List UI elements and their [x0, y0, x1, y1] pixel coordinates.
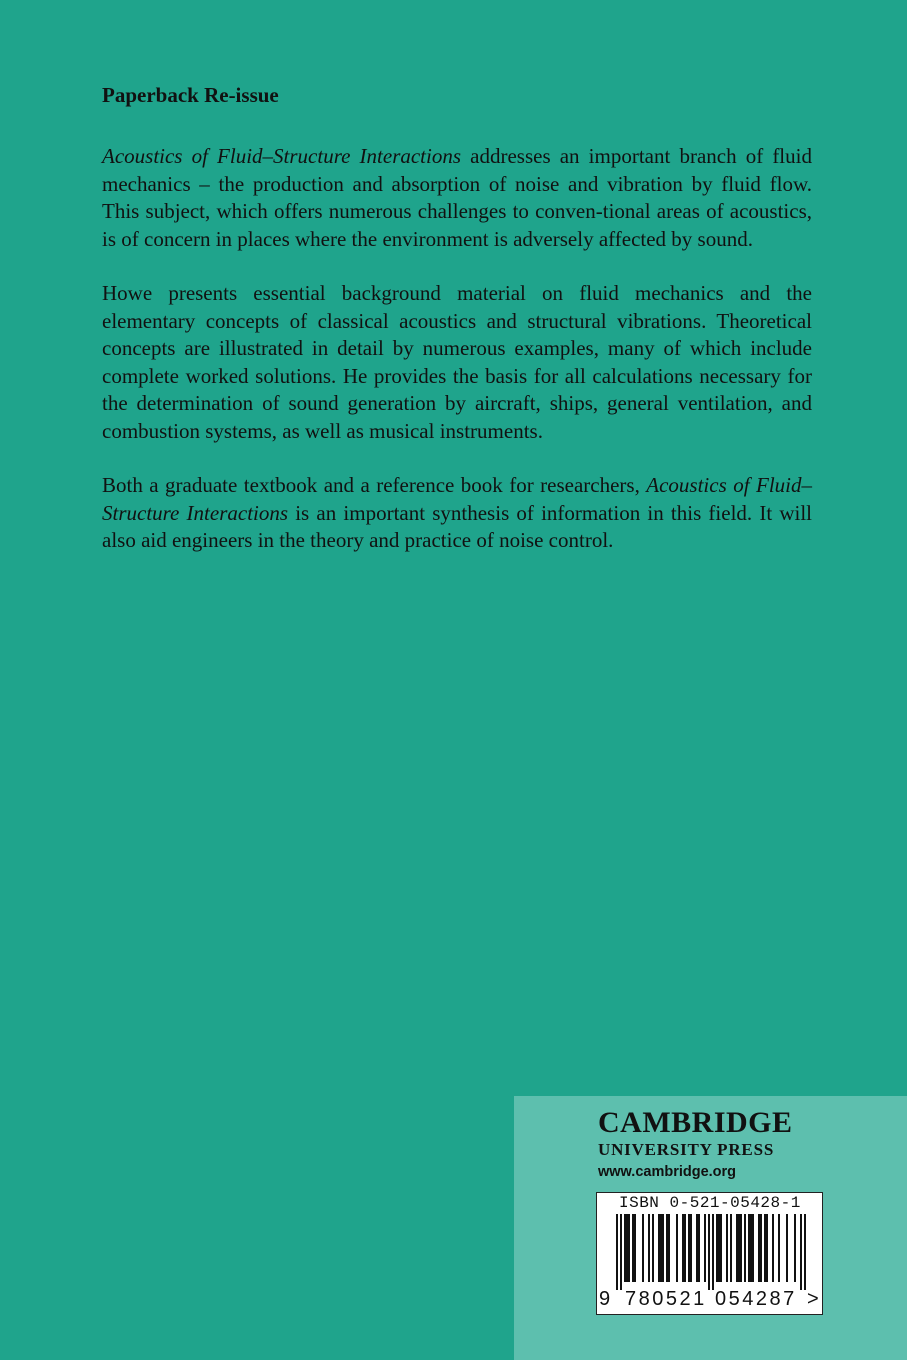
barcode-bar — [772, 1214, 774, 1282]
book-title-italic-2: Acoustics of Fluid–Structure Interactions — [102, 473, 812, 525]
barcode-digits-left: 780521 — [625, 1288, 707, 1310]
barcode-arrow: > — [807, 1288, 820, 1310]
barcode-bar — [778, 1214, 780, 1282]
barcode-bar — [682, 1214, 684, 1282]
barcode-bar — [652, 1214, 654, 1282]
barcode-bar — [642, 1214, 644, 1282]
barcode-bar — [666, 1214, 668, 1282]
barcode-bar — [684, 1214, 686, 1282]
barcode-bar — [662, 1214, 664, 1282]
barcode-bar — [628, 1214, 630, 1282]
barcode-bar — [758, 1214, 760, 1282]
barcode-bar — [748, 1214, 750, 1282]
publisher-url: www.cambridge.org — [598, 1164, 737, 1180]
barcode-bar — [696, 1214, 698, 1282]
barcode-bar — [786, 1214, 788, 1282]
barcode-bar — [626, 1214, 628, 1282]
barcode-bar — [800, 1214, 802, 1290]
barcode-bar — [760, 1214, 762, 1282]
book-title-italic: Acoustics of Fluid–Structure Interactions — [102, 144, 462, 168]
barcode-bar — [744, 1214, 746, 1282]
back-cover-text — [102, 82, 812, 582]
paragraph-2: Howe presents essential background material on fluid mechanics and the elementary concepts of classical acoustics and structural vibrations. Theoretical concepts are illustrated in detail by numerous examples, many of which include complete worked solutions. He provides the basis for all calculations necessary for the determination of sound generation by aircraft, ships, general ventilation, and combustion systems, as well as musical instruments. — [102, 281, 812, 443]
barcode-bar — [704, 1214, 706, 1282]
paragraph-1-text: addresses an important branch of fluid mechanics – the production and absorption of noise and vibration by fluid flow. This subject, which offers numerous challenges to conven-tional areas of acoustics, is of concern in places where the environment is adversely affected by sound. — [102, 144, 812, 251]
publisher-logo-name: CAMBRIDGE — [598, 1106, 793, 1139]
barcode-bar — [688, 1214, 690, 1282]
barcode-bar — [676, 1214, 678, 1282]
paragraph-3-text-after: is an important synthesis of information in this field. It will also aid engineers in the theory and practice of noise control. — [102, 500, 813, 552]
barcode-bar — [698, 1214, 700, 1282]
barcode-bar — [750, 1214, 752, 1282]
barcode-bar — [658, 1214, 660, 1282]
paragraph-3 — [102, 472, 812, 555]
isbn-label: ISBN 0-521-05428-1 — [619, 1194, 801, 1212]
barcode-bar — [708, 1214, 710, 1290]
barcode-digit-first: 9 — [599, 1288, 612, 1310]
barcode-icon — [603, 1214, 817, 1290]
publisher-panel — [514, 1096, 907, 1360]
barcode-bar — [634, 1214, 636, 1282]
barcode-bar — [766, 1214, 768, 1282]
barcode-bar — [752, 1214, 754, 1282]
barcode-bar — [720, 1214, 722, 1282]
paragraph-1 — [102, 143, 812, 253]
barcode-bar — [738, 1214, 740, 1282]
barcode-bar — [716, 1214, 718, 1282]
barcode-bar — [794, 1214, 796, 1282]
barcode-bar — [712, 1214, 714, 1290]
barcode-bar — [660, 1214, 662, 1282]
barcode-bar — [616, 1214, 618, 1290]
reissue-heading: Paperback Re-issue — [102, 83, 279, 107]
barcode-bar — [632, 1214, 634, 1282]
barcode-box — [596, 1192, 823, 1315]
barcode-bar — [804, 1214, 806, 1290]
barcode-bar — [620, 1214, 622, 1290]
barcode-bar — [730, 1214, 732, 1282]
barcode-bar — [764, 1214, 766, 1282]
barcode-bar — [648, 1214, 650, 1282]
barcode-bar — [726, 1214, 728, 1282]
publisher-subtitle: UNIVERSITY PRESS — [598, 1140, 775, 1159]
barcode-bar — [740, 1214, 742, 1282]
barcode-bar — [690, 1214, 692, 1282]
barcode-bar — [624, 1214, 626, 1282]
barcode-bar — [668, 1214, 670, 1282]
paragraph-3-text-before: Both a graduate textbook and a reference book for researchers, — [102, 473, 647, 497]
barcode-bar — [718, 1214, 720, 1282]
barcode-bar — [736, 1214, 738, 1282]
barcode-digits-right: 054287 — [715, 1288, 797, 1310]
